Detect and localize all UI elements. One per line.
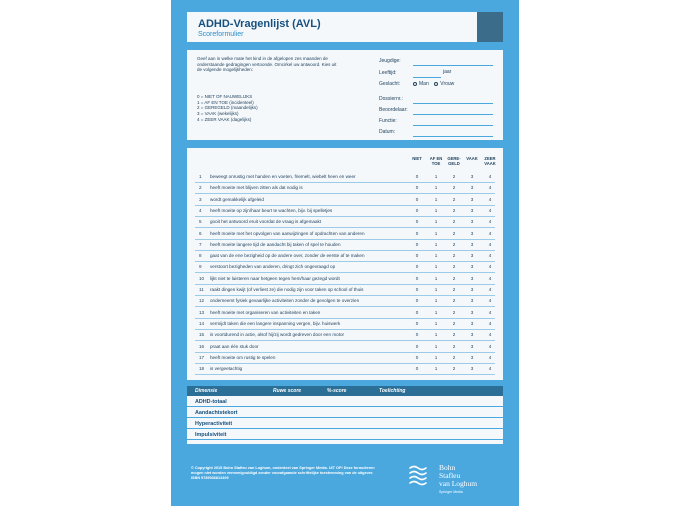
legend-item: 3 = VAAK (wekelijks) bbox=[197, 111, 239, 117]
dimension-row-impulsiviteit: Impulsiviteit bbox=[187, 429, 503, 440]
score-option[interactable]: 0 bbox=[415, 196, 419, 202]
field-label-datum: Datum: bbox=[379, 129, 396, 135]
score-option[interactable]: 1 bbox=[434, 298, 438, 304]
score-option[interactable]: 1 bbox=[434, 343, 438, 349]
field-label-geslacht: Geslacht: bbox=[379, 81, 401, 87]
dimension-table-header bbox=[187, 386, 503, 396]
dimension-table bbox=[187, 386, 503, 444]
question-separator bbox=[195, 374, 495, 375]
score-option[interactable]: 0 bbox=[415, 343, 419, 349]
score-option[interactable]: 1 bbox=[434, 287, 438, 292]
score-option[interactable]: 2 bbox=[452, 343, 456, 349]
score-option[interactable]: 0 bbox=[415, 320, 419, 326]
score-option[interactable]: 1 bbox=[434, 196, 438, 202]
score-option[interactable]: 0 bbox=[415, 275, 419, 281]
score-option[interactable]: 0 bbox=[415, 366, 419, 372]
score-option[interactable]: 1 bbox=[434, 174, 438, 179]
score-option[interactable]: 0 bbox=[415, 309, 419, 315]
form-subtitle: Scoreformulier bbox=[198, 31, 244, 38]
header-toelichting: Toelichting bbox=[379, 388, 406, 394]
question-text: heeft moeite met organiseren van activiteiten en taken bbox=[210, 309, 321, 315]
header-corner-block bbox=[477, 12, 503, 42]
score-option[interactable]: 3 bbox=[470, 264, 474, 270]
score-option[interactable]: 1 bbox=[434, 185, 438, 191]
score-option[interactable]: 2 bbox=[452, 320, 456, 326]
radio-vrouw[interactable] bbox=[434, 82, 438, 86]
field-label-leeftijd: Leeftijd: bbox=[379, 70, 397, 76]
score-option[interactable]: 2 bbox=[452, 332, 456, 338]
field-line-dossiernr[interactable] bbox=[413, 103, 493, 104]
score-option[interactable]: 4 bbox=[488, 354, 492, 360]
question-text: beweegt onrustig met handen en voeten, friemelt, wiebelt heen en weer bbox=[210, 174, 356, 179]
score-option[interactable]: 4 bbox=[488, 241, 492, 247]
score-legend bbox=[197, 94, 258, 123]
score-option[interactable]: 0 bbox=[415, 174, 419, 179]
score-option[interactable]: 0 bbox=[415, 230, 419, 236]
score-option[interactable]: 3 bbox=[470, 354, 474, 360]
score-option[interactable]: 3 bbox=[470, 207, 474, 213]
question-number: 1 bbox=[199, 174, 202, 179]
question-number: 16 bbox=[199, 343, 205, 349]
legend-item: 4 = ZEER VAAK (dagelijks) bbox=[197, 116, 252, 122]
score-option[interactable]: 4 bbox=[488, 253, 492, 259]
score-option[interactable]: 3 bbox=[470, 298, 474, 304]
score-option[interactable]: 2 bbox=[452, 196, 456, 202]
score-option[interactable]: 4 bbox=[488, 332, 492, 338]
score-option[interactable]: 2 bbox=[452, 241, 456, 247]
question-number: 17 bbox=[199, 354, 205, 360]
question-text: onderneemt fysiek gevaarlijke activiteiten zonder de gevolgen te overzien bbox=[210, 298, 360, 304]
question-text: is vergeetachtig bbox=[210, 366, 243, 372]
age-unit: jaar bbox=[443, 69, 452, 75]
score-option[interactable]: 2 bbox=[452, 219, 456, 225]
field-label-functie: Functie: bbox=[379, 118, 397, 124]
publisher-mark-icon bbox=[405, 462, 433, 490]
score-option[interactable]: 3 bbox=[470, 343, 474, 349]
option-vrouw: Vrouw bbox=[440, 81, 455, 87]
score-option[interactable]: 1 bbox=[434, 320, 438, 326]
score-option[interactable]: 4 bbox=[488, 185, 492, 191]
score-option[interactable]: 1 bbox=[434, 207, 438, 213]
score-option[interactable]: 3 bbox=[470, 253, 474, 259]
score-option[interactable]: 4 bbox=[488, 230, 492, 236]
question-text: heeft moeite met het opvolgen van aanwijzingen of opdrachten van anderen bbox=[210, 230, 365, 236]
legend-item: 2 = GEREGELD (maandelijks) bbox=[197, 105, 258, 111]
question-number: 7 bbox=[199, 241, 202, 247]
header-percent-score: %-score bbox=[327, 388, 347, 394]
score-option[interactable]: 4 bbox=[488, 275, 492, 281]
score-column-header: VAAK bbox=[466, 156, 478, 161]
score-option[interactable]: 1 bbox=[434, 230, 438, 236]
score-option[interactable]: 3 bbox=[470, 174, 474, 179]
question-number: 12 bbox=[199, 298, 205, 304]
score-option[interactable]: 3 bbox=[470, 219, 474, 225]
score-option[interactable]: 3 bbox=[470, 366, 474, 372]
question-number: 2 bbox=[199, 185, 202, 191]
score-form-sheet bbox=[171, 0, 519, 506]
copyright-notice: © Copyright 2015 Bohn Stafleu van Loghum, onderdeel van Springer Media. UIT OP! Deze formulieren mogen niet worden vermenigvuldigd zonder voorafgaande schriftelijke toestemming van de uitgever. ISBN 9789036813409 bbox=[191, 466, 375, 480]
score-option[interactable]: 4 bbox=[488, 298, 492, 304]
field-line-datum[interactable] bbox=[413, 136, 493, 137]
field-line-leeftijd[interactable] bbox=[413, 77, 441, 78]
field-label-beoordelaar: Beoordelaar: bbox=[379, 107, 408, 113]
question-text: praat aan één stuk door bbox=[210, 343, 259, 349]
score-option[interactable]: 4 bbox=[488, 264, 492, 270]
score-option[interactable]: 4 bbox=[488, 320, 492, 326]
score-option[interactable]: 4 bbox=[488, 287, 492, 292]
question-number: 4 bbox=[199, 207, 202, 213]
info-panel bbox=[187, 50, 503, 140]
question-text: heeft moeite met blijven zitten als dat nodig is bbox=[210, 185, 303, 191]
score-option[interactable]: 2 bbox=[452, 275, 456, 281]
score-option[interactable]: 2 bbox=[452, 354, 456, 360]
score-option[interactable]: 1 bbox=[434, 332, 438, 338]
question-number: 13 bbox=[199, 309, 205, 315]
dimension-row-hyperactiviteit: Hyperactiviteit bbox=[187, 418, 503, 429]
score-option[interactable]: 0 bbox=[415, 298, 419, 304]
score-option[interactable]: 0 bbox=[415, 219, 419, 225]
field-label-dossiernr: Dossiernr.: bbox=[379, 96, 403, 102]
question-text: verstoort bezigheden van anderen, dringt zich ongevraagd op bbox=[210, 264, 336, 270]
question-text: gaat van de ene bezigheid op de andere over, zonder de eerste af te maken bbox=[210, 253, 365, 259]
score-option[interactable]: 2 bbox=[452, 287, 456, 292]
header-dimensie: Dimensie bbox=[195, 388, 218, 394]
score-option[interactable]: 1 bbox=[434, 366, 438, 372]
field-line-functie[interactable] bbox=[413, 125, 493, 126]
score-option[interactable]: 0 bbox=[415, 264, 419, 270]
score-option[interactable]: 2 bbox=[452, 264, 456, 270]
form-header bbox=[187, 12, 503, 42]
score-option[interactable]: 4 bbox=[488, 309, 492, 315]
question-number: 18 bbox=[199, 366, 205, 372]
question-number: 5 bbox=[199, 219, 202, 225]
score-option[interactable]: 3 bbox=[470, 241, 474, 247]
score-option[interactable]: 0 bbox=[415, 253, 419, 259]
score-option[interactable]: 1 bbox=[434, 241, 438, 247]
score-option[interactable]: 0 bbox=[415, 185, 419, 191]
score-option[interactable]: 1 bbox=[434, 253, 438, 259]
score-option[interactable]: 2 bbox=[452, 185, 456, 191]
question-number: 8 bbox=[199, 253, 202, 259]
legend-item: 0 = NIET OF NAUWELIJKS bbox=[197, 94, 253, 99]
score-option[interactable]: 0 bbox=[415, 332, 419, 338]
question-number: 9 bbox=[199, 264, 202, 270]
score-option[interactable]: 2 bbox=[452, 309, 456, 315]
score-option[interactable]: 2 bbox=[452, 366, 456, 372]
score-option[interactable]: 4 bbox=[488, 196, 492, 202]
field-label-jeugdige: Jeugdige: bbox=[379, 58, 401, 64]
question-text: heeft moeite op zijn/haar beurt te wachten, bijv. bij spelletjes bbox=[210, 207, 333, 213]
publisher-sub: Springer Media bbox=[439, 490, 463, 494]
score-option[interactable]: 1 bbox=[434, 264, 438, 270]
score-option[interactable]: 4 bbox=[488, 219, 492, 225]
question-text: vermijdt taken die een langere inspanning vergen, bijv. huiswerk bbox=[210, 320, 341, 326]
score-option[interactable]: 3 bbox=[470, 196, 474, 202]
score-option[interactable]: 0 bbox=[415, 287, 419, 292]
question-number: 15 bbox=[199, 332, 205, 338]
score-option[interactable]: 0 bbox=[415, 207, 419, 213]
question-number: 6 bbox=[199, 230, 202, 236]
question-text: heeft moeite langere tijd de aandacht bij taken of spel te houden bbox=[210, 241, 341, 247]
option-man: Man bbox=[419, 81, 429, 87]
score-option[interactable]: 1 bbox=[434, 219, 438, 225]
question-text: lijkt niet te luisteren naar hetgeen tegen hem/haar gezegd wordt bbox=[210, 275, 340, 281]
header-ruwe-score: Ruwe score bbox=[273, 388, 302, 394]
legend-item: 1 = AF EN TOE (incidenteel) bbox=[197, 99, 254, 105]
score-option[interactable]: 0 bbox=[415, 241, 419, 247]
score-option[interactable]: 1 bbox=[434, 309, 438, 315]
score-option[interactable]: 3 bbox=[470, 230, 474, 236]
score-column-header: NIET bbox=[412, 156, 422, 161]
field-line-jeugdige[interactable] bbox=[413, 65, 493, 66]
score-option[interactable]: 1 bbox=[434, 275, 438, 281]
publisher-logo bbox=[405, 460, 505, 496]
question-text: gooit het antwoord eruit voordat de vraag is afgemaakt bbox=[210, 219, 322, 225]
score-option[interactable]: 0 bbox=[415, 354, 419, 360]
question-text: wordt gemakkelijk afgeleid bbox=[210, 196, 264, 202]
field-line-beoordelaar[interactable] bbox=[413, 114, 493, 115]
score-column-header: GERE- GELD bbox=[447, 156, 461, 166]
instruction-text: Geef aan in welke mate het kind in de afgelopen zes maanden de onderstaande gedragingen vertoonde. Omcirkel uw antwoord. Kies uit de volgende mogelijkheden: bbox=[197, 56, 337, 73]
question-number: 14 bbox=[199, 320, 205, 326]
score-option[interactable]: 3 bbox=[470, 275, 474, 281]
score-option[interactable]: 3 bbox=[470, 309, 474, 315]
publisher-name: Bohn Stafleu van Loghum bbox=[439, 463, 478, 488]
score-option[interactable]: 3 bbox=[470, 185, 474, 191]
score-option[interactable]: 2 bbox=[452, 230, 456, 236]
score-option[interactable]: 2 bbox=[452, 298, 456, 304]
score-option[interactable]: 2 bbox=[452, 207, 456, 213]
score-option[interactable]: 4 bbox=[488, 366, 492, 372]
dimension-row-aandachtstekort: Aandachtstekort bbox=[187, 407, 503, 418]
form-title: ADHD-Vragenlijst (AVL) bbox=[198, 18, 321, 30]
question-text: raakt dingen kwijt (of verliest ze) die nodig zijn voor taken op school of thuis bbox=[210, 287, 364, 292]
score-option[interactable]: 2 bbox=[452, 253, 456, 259]
score-option[interactable]: 4 bbox=[488, 174, 492, 179]
score-option[interactable]: 2 bbox=[452, 174, 456, 179]
score-column-header: ZEER VAAK bbox=[484, 156, 496, 166]
question-number: 3 bbox=[199, 196, 202, 202]
dimension-row-adhd-totaal: ADHD-totaal bbox=[187, 396, 503, 407]
question-number: 10 bbox=[199, 275, 205, 281]
score-option[interactable]: 4 bbox=[488, 343, 492, 349]
radio-man[interactable] bbox=[413, 82, 417, 86]
score-option[interactable]: 3 bbox=[470, 320, 474, 326]
question-number: 11 bbox=[199, 287, 204, 292]
question-text: is voortdurend in actie, alsof hij/zij wordt gedreven door een motor bbox=[210, 332, 345, 338]
score-option[interactable]: 3 bbox=[470, 332, 474, 338]
questions-panel bbox=[187, 148, 503, 380]
score-option[interactable]: 4 bbox=[488, 207, 492, 213]
gender-options bbox=[413, 81, 454, 87]
score-option[interactable]: 3 bbox=[470, 287, 474, 292]
score-column-header: AF EN TOE bbox=[429, 156, 443, 166]
score-option[interactable]: 1 bbox=[434, 354, 438, 360]
question-text: heeft moeite om rustig te spelen bbox=[210, 354, 276, 360]
